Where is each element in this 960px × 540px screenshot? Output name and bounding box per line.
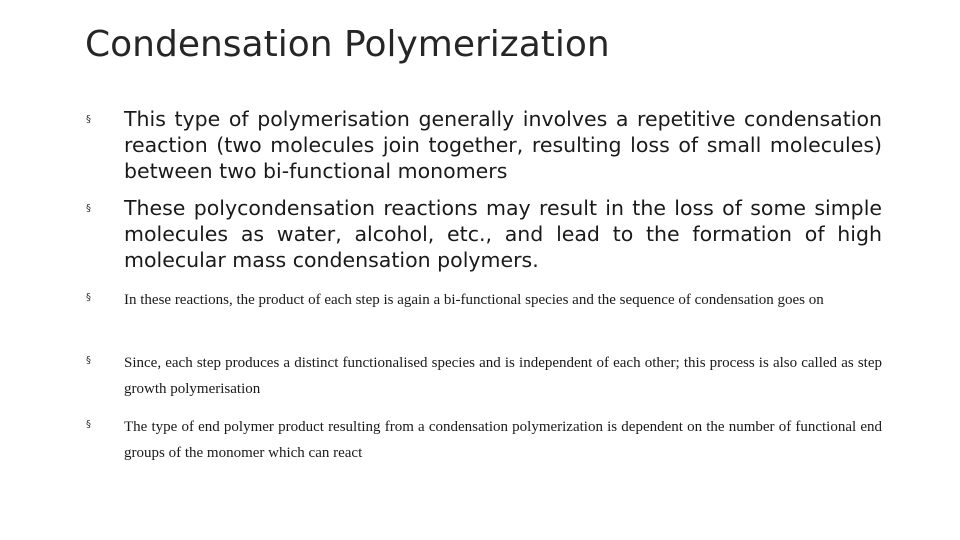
- bullet-marker-icon: §: [86, 355, 91, 366]
- bullet-marker-icon: §: [86, 203, 91, 214]
- bullet-text: Since, each step produces a distinct functionalised species and is independent of each other; this process is also called as step growth polymerisation: [124, 355, 882, 397]
- bullet-text: In these reactions, the product of each step is again a bi-functional species and the sequence of condensation goes on: [124, 292, 824, 308]
- bullet-text: These polycondensation reactions may result in the loss of some simple molecules as water, alcohol, etc., and lead to the formation of high molecular mass condensation polymers.: [124, 196, 882, 272]
- bullet-text: The type of end polymer product resulting from a condensation polymerization is dependent on the number of functional end groups of the monomer which can react: [124, 419, 882, 461]
- bullet-marker-icon: §: [86, 114, 91, 125]
- bullet-marker-icon: §: [86, 419, 91, 430]
- bullet-text: This type of polymerisation generally involves a repetitive condensation reaction (two molecules join together, resulting loss of small molecules) between two bi-functional monomers: [124, 107, 882, 183]
- bullet-marker-icon: §: [86, 292, 91, 303]
- slide-title: Condensation Polymerization: [85, 24, 610, 65]
